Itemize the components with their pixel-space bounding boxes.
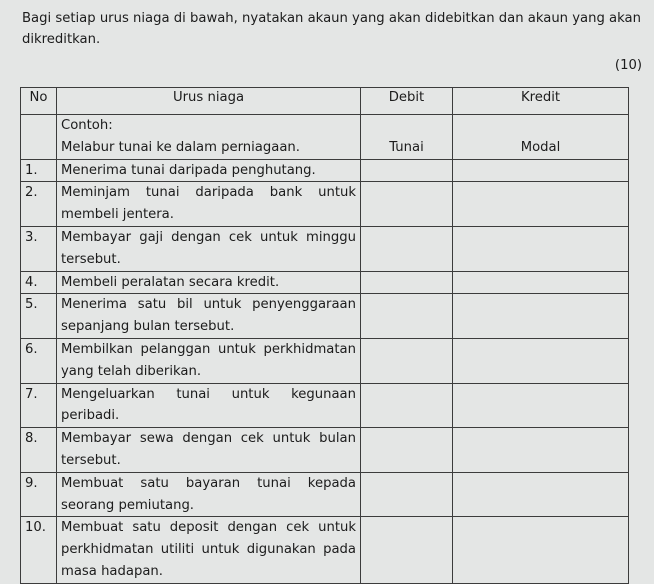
row-number: 5. <box>21 294 57 339</box>
debit-answer-cell[interactable] <box>361 294 453 339</box>
table-header-row <box>21 88 629 115</box>
debit-answer-cell[interactable] <box>361 271 453 294</box>
credit-answer-cell[interactable] <box>453 338 629 383</box>
table-row <box>21 517 629 583</box>
credit-answer-cell[interactable] <box>453 472 629 517</box>
example-row <box>21 115 629 160</box>
header-transaction: Urus niaga <box>57 88 361 115</box>
example-transaction: Melabur tunai ke dalam perniagaan. <box>61 139 300 155</box>
row-transaction: Menerima satu bil untuk penyenggaraan sepanjang bulan tersebut. <box>57 294 361 339</box>
row-transaction: Mengeluarkan tunai untuk kegunaan peribadi. <box>57 383 361 428</box>
example-debit: Tunai <box>389 139 424 155</box>
row-number: 3. <box>21 226 57 271</box>
debit-answer-cell[interactable] <box>361 517 453 583</box>
header-debit: Debit <box>361 88 453 115</box>
credit-answer-cell[interactable] <box>453 226 629 271</box>
debit-answer-cell[interactable] <box>361 182 453 227</box>
row-number: 7. <box>21 383 57 428</box>
header-credit: Kredit <box>453 88 629 115</box>
example-debit-cell <box>361 115 453 160</box>
table-row <box>21 338 629 383</box>
row-transaction: Membayar sewa dengan cek untuk bulan tersebut. <box>57 428 361 473</box>
marks-label: (10) <box>614 58 642 73</box>
credit-answer-cell[interactable] <box>453 271 629 294</box>
credit-answer-cell[interactable] <box>453 294 629 339</box>
debit-answer-cell[interactable] <box>361 472 453 517</box>
debit-answer-cell[interactable] <box>361 428 453 473</box>
table-row <box>21 271 629 294</box>
row-transaction: Membayar gaji dengan cek untuk minggu tersebut. <box>57 226 361 271</box>
example-label: Contoh: <box>61 118 113 133</box>
credit-answer-cell[interactable] <box>453 159 629 182</box>
row-transaction: Membilkan pelanggan untuk perkhidmatan yang telah diberikan. <box>57 338 361 383</box>
table-row <box>21 383 629 428</box>
table-row <box>21 226 629 271</box>
table-row <box>21 159 629 182</box>
row-number: 10. <box>21 517 57 583</box>
example-credit: Modal <box>520 139 561 155</box>
credit-answer-cell[interactable] <box>453 428 629 473</box>
row-number: 4. <box>21 271 57 294</box>
row-number: 8. <box>21 428 57 473</box>
credit-answer-cell[interactable] <box>453 517 629 583</box>
credit-answer-cell[interactable] <box>453 182 629 227</box>
question-instruction: Bagi setiap urus niaga di bawah, nyatakan akaun yang akan didebitkan dan akaun yang akan dikreditkan. <box>22 11 641 47</box>
example-no-cell <box>21 115 57 160</box>
example-credit-cell <box>453 115 629 160</box>
transaction-table <box>20 87 629 584</box>
header-no: No <box>21 88 57 115</box>
row-transaction: Membeli peralatan secara kredit. <box>57 271 361 294</box>
debit-answer-cell[interactable] <box>361 383 453 428</box>
credit-answer-cell[interactable] <box>453 383 629 428</box>
row-number: 2. <box>21 182 57 227</box>
debit-answer-cell[interactable] <box>361 226 453 271</box>
table-row <box>21 472 629 517</box>
debit-answer-cell[interactable] <box>361 159 453 182</box>
row-transaction: Menerima tunai daripada penghutang. <box>57 159 361 182</box>
row-number: 1. <box>21 159 57 182</box>
example-transaction-cell <box>57 115 361 160</box>
row-number: 6. <box>21 338 57 383</box>
table-row <box>21 182 629 227</box>
row-transaction: Membuat satu bayaran tunai kepada seorang pemiutang. <box>57 472 361 517</box>
debit-answer-cell[interactable] <box>361 338 453 383</box>
row-transaction: Membuat satu deposit dengan cek untuk perkhidmatan utiliti untuk digunakan pada masa hadapan. <box>57 517 361 583</box>
table-row <box>21 428 629 473</box>
row-transaction: Meminjam tunai daripada bank untuk membeli jentera. <box>57 182 361 227</box>
table-row <box>21 294 629 339</box>
row-number: 9. <box>21 472 57 517</box>
